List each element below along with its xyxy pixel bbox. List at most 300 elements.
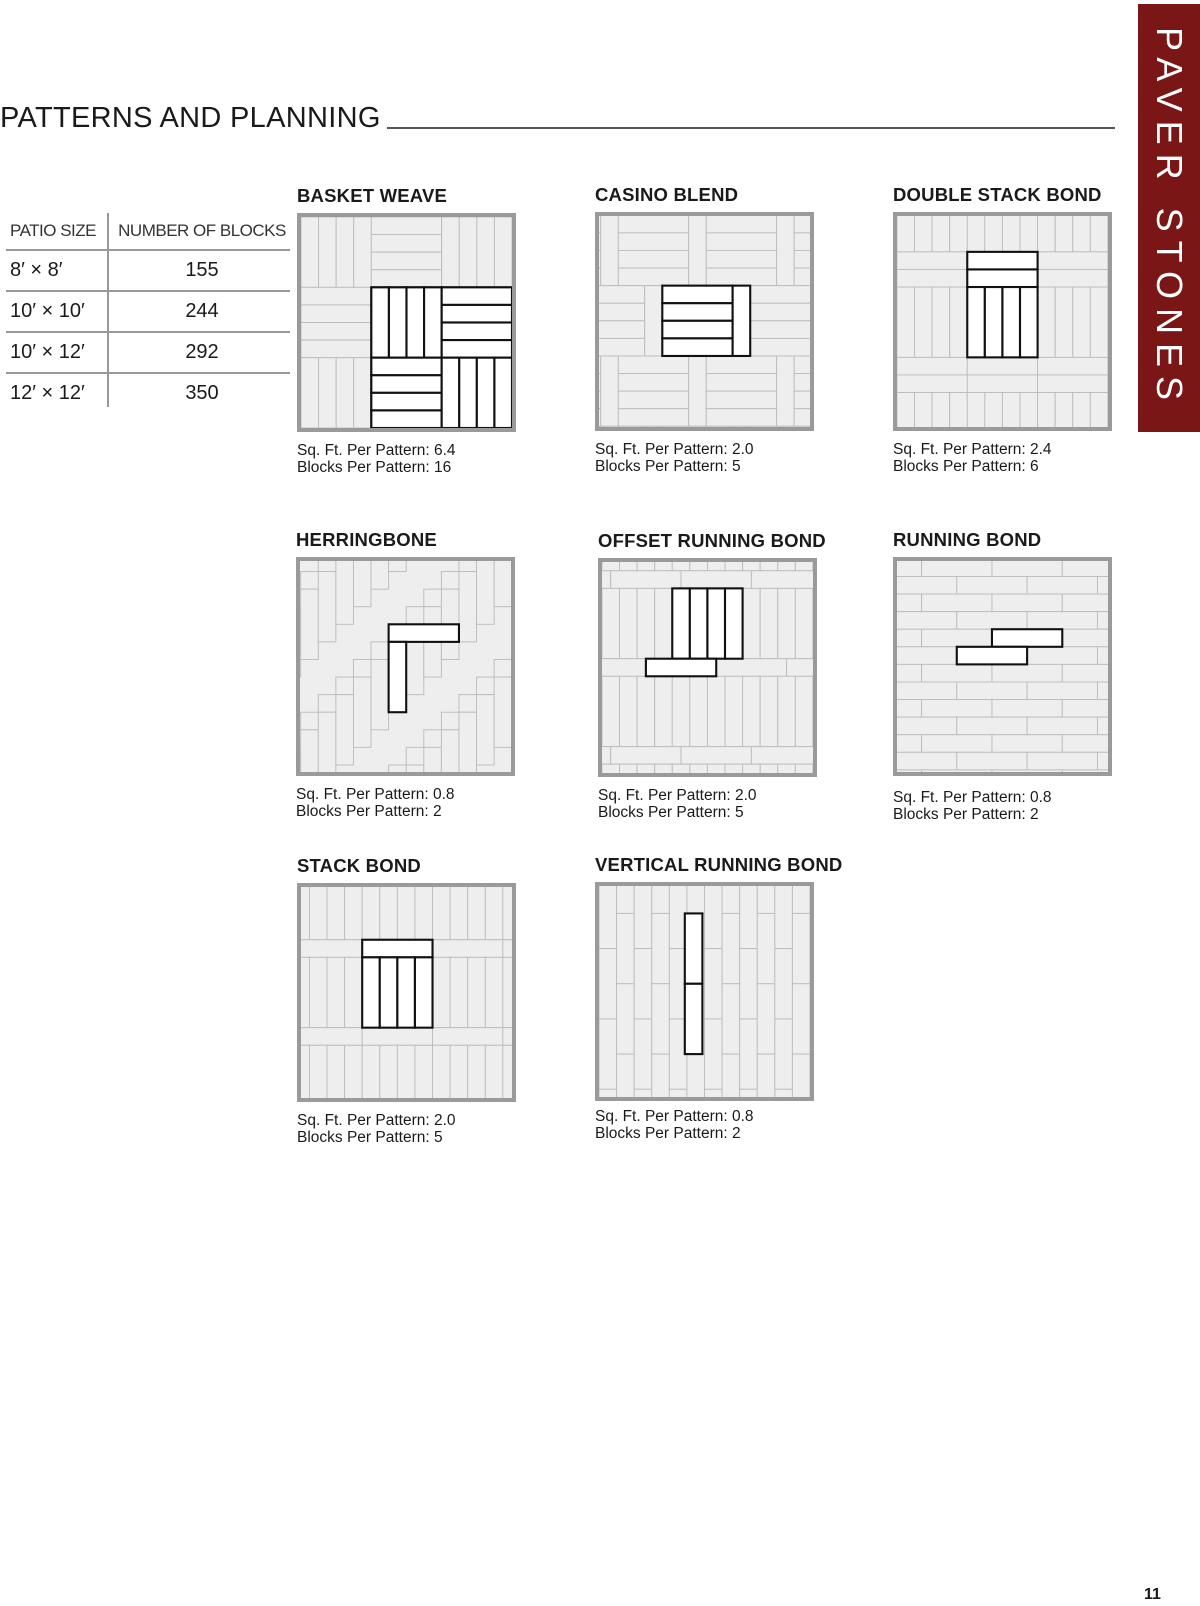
paver <box>672 562 690 571</box>
paver <box>618 268 688 286</box>
paver <box>950 287 968 357</box>
paver <box>599 949 617 1019</box>
paver <box>722 1054 740 1097</box>
paver <box>620 562 638 571</box>
paver <box>468 1045 486 1098</box>
paver <box>362 1045 380 1098</box>
pattern-diagram <box>595 882 814 1101</box>
paver <box>950 216 968 252</box>
paver <box>897 576 957 594</box>
highlighted-paver <box>442 287 512 305</box>
paver <box>897 700 922 718</box>
sqft-per-pattern: Sq. Ft. Per Pattern: 2.0 <box>595 441 754 458</box>
sqft-per-pattern: Sq. Ft. Per Pattern: 6.4 <box>297 442 456 459</box>
paver <box>652 913 670 983</box>
paver <box>637 588 655 658</box>
highlighted-paver <box>685 984 703 1054</box>
paver <box>706 409 776 427</box>
paver <box>706 374 776 392</box>
paver <box>1062 561 1108 576</box>
paver <box>751 747 813 765</box>
paver <box>301 1045 309 1098</box>
paver <box>669 1089 687 1097</box>
paver <box>371 561 389 589</box>
paver <box>371 217 441 235</box>
paver <box>301 1028 362 1046</box>
highlighted-paver <box>494 358 512 428</box>
paver <box>1073 287 1091 357</box>
paver <box>319 358 337 428</box>
paver <box>494 217 512 287</box>
highlighted-paver <box>985 287 1003 357</box>
blocks-per-pattern: Blocks Per Pattern: 5 <box>595 457 741 475</box>
highlighted-paver <box>725 588 743 658</box>
paver <box>672 764 690 773</box>
paver <box>655 764 673 773</box>
paver <box>301 287 371 305</box>
paver <box>897 561 922 576</box>
pattern-title: DOUBLE STACK BOND <box>893 184 1102 205</box>
pattern-caption <box>297 1113 456 1146</box>
paver <box>794 216 810 233</box>
highlighted-paver <box>477 358 495 428</box>
paver <box>957 717 1027 735</box>
paver <box>662 426 732 427</box>
paver <box>389 561 407 572</box>
paver <box>617 913 635 983</box>
paver <box>371 659 389 729</box>
paver <box>336 358 354 428</box>
blocks-per-pattern: Blocks Per Pattern: 5 <box>297 1128 443 1146</box>
highlighted-paver <box>690 588 708 658</box>
paver <box>599 1019 617 1089</box>
table-row <box>6 374 290 413</box>
paver <box>792 984 810 1054</box>
pattern-title: CASINO BLEND <box>595 184 739 205</box>
paver <box>1020 216 1038 252</box>
paver <box>795 764 813 773</box>
paver <box>450 957 468 1027</box>
pattern-title: STACK BOND <box>297 855 421 876</box>
paver <box>1090 287 1108 357</box>
pattern-caption <box>296 787 455 820</box>
pattern-caption <box>595 442 754 475</box>
paver <box>301 358 319 428</box>
paver <box>424 747 442 772</box>
blocks-per-pattern: Blocks Per Pattern: 16 <box>297 458 452 476</box>
paver <box>618 391 688 409</box>
highlighted-paver <box>967 269 1037 287</box>
highlighted-paver <box>389 642 407 712</box>
paver <box>795 588 813 658</box>
paver <box>1020 393 1038 427</box>
paver <box>1027 576 1097 594</box>
paver <box>897 612 957 630</box>
paver <box>932 287 950 357</box>
paver <box>740 949 758 1019</box>
paver <box>967 216 985 252</box>
paver <box>690 676 708 746</box>
paver <box>397 887 415 940</box>
paver <box>740 1089 758 1097</box>
paver <box>655 562 673 571</box>
block-count: 292 <box>185 341 219 363</box>
paver <box>992 561 1062 576</box>
running-bond-diagram <box>897 561 1108 772</box>
pattern-diagram <box>297 213 516 432</box>
paver <box>897 216 915 252</box>
paver <box>637 764 655 773</box>
paver <box>599 886 617 949</box>
paver <box>922 561 992 576</box>
highlighted-paver <box>389 624 459 642</box>
paver <box>897 682 957 700</box>
paver <box>957 682 1027 700</box>
paver <box>503 957 512 1027</box>
paver <box>897 269 967 287</box>
paver <box>760 588 778 658</box>
paver <box>477 695 495 765</box>
paver <box>957 612 1027 630</box>
paver <box>897 717 957 735</box>
pattern-diagram <box>598 558 817 777</box>
highlighted-paver <box>362 957 380 1027</box>
highlighted-paver <box>662 338 732 356</box>
casino-blend-diagram <box>599 216 810 427</box>
highlighted-paver <box>424 287 442 357</box>
title-divider <box>387 127 1115 129</box>
paver <box>757 984 775 1054</box>
paver <box>722 913 740 983</box>
paver <box>620 588 638 658</box>
paver <box>897 594 922 612</box>
paver <box>602 588 620 658</box>
paver <box>494 561 511 607</box>
paver <box>459 572 477 642</box>
paver <box>645 286 663 356</box>
paver <box>1027 717 1097 735</box>
paver <box>599 321 645 339</box>
column-header-number-of-blocks: NUMBER OF BLOCKS <box>118 221 286 240</box>
pattern-title: RUNNING BOND <box>893 529 1042 550</box>
paver <box>599 338 645 356</box>
paver <box>792 1054 810 1097</box>
paver <box>690 562 708 571</box>
highlighted-paver <box>685 913 703 983</box>
paver <box>707 764 725 773</box>
paver <box>301 305 371 323</box>
paver <box>1097 576 1108 594</box>
paver <box>599 1089 617 1097</box>
paver <box>503 887 512 940</box>
basket-weave-diagram <box>301 217 512 428</box>
paver <box>327 957 345 1027</box>
paver <box>645 426 663 427</box>
paver <box>617 1054 635 1097</box>
highlighted-paver <box>371 358 441 376</box>
paver <box>345 957 363 1027</box>
paver <box>1062 629 1108 647</box>
paver <box>794 233 810 251</box>
paver <box>706 356 776 374</box>
paver <box>992 735 1062 753</box>
paver <box>967 375 1037 393</box>
highlighted-paver <box>967 287 985 357</box>
paver <box>1097 682 1108 700</box>
paver <box>750 426 810 427</box>
paver <box>652 1054 670 1097</box>
paver <box>725 764 743 773</box>
paver <box>751 571 813 589</box>
patio-size: 8′ × 8′ <box>10 259 63 281</box>
paver <box>602 747 611 765</box>
blocks-per-pattern: Blocks Per Pattern: 2 <box>893 805 1039 823</box>
paver <box>618 356 688 374</box>
sqft-per-pattern: Sq. Ft. Per Pattern: 0.8 <box>595 1108 754 1125</box>
paver <box>433 957 451 1027</box>
paver <box>362 887 380 940</box>
paver <box>932 393 950 427</box>
block-count: 155 <box>185 259 219 281</box>
block-count: 350 <box>185 382 219 404</box>
paver <box>897 393 915 427</box>
paver <box>442 217 460 287</box>
paver <box>494 659 511 677</box>
paver <box>503 1028 512 1046</box>
highlighted-paver <box>672 588 690 658</box>
highlighted-paver <box>733 286 751 356</box>
patio-size-table <box>6 213 290 413</box>
vertical-running-bond-diagram <box>599 886 810 1097</box>
double-stack-bond-diagram <box>897 216 1108 427</box>
highlighted-paver <box>397 957 415 1027</box>
paver <box>1073 393 1091 427</box>
paver <box>760 676 778 746</box>
highlighted-paver <box>442 358 460 428</box>
paver <box>740 1019 758 1089</box>
paver <box>301 340 371 358</box>
paver <box>620 764 638 773</box>
paver <box>301 217 319 287</box>
paver <box>433 940 503 958</box>
paver <box>725 676 743 746</box>
sqft-per-pattern: Sq. Ft. Per Pattern: 2.0 <box>297 1112 456 1129</box>
paver <box>485 1045 503 1098</box>
paver <box>743 764 761 773</box>
patio-size: 12′ × 12′ <box>10 382 85 404</box>
paver <box>652 984 670 1054</box>
paver <box>601 356 619 426</box>
paver <box>1097 647 1108 665</box>
paver <box>757 886 775 913</box>
paver <box>1027 612 1097 630</box>
paver <box>1002 216 1020 252</box>
paver <box>725 562 743 571</box>
paver <box>1002 393 1020 427</box>
paver <box>599 426 645 427</box>
paver <box>778 562 796 571</box>
paver <box>1027 752 1097 770</box>
paver <box>897 252 967 270</box>
paver <box>992 664 1062 682</box>
paver <box>602 562 620 571</box>
paver <box>441 730 459 772</box>
paver <box>301 730 319 772</box>
paver <box>602 764 620 773</box>
paver <box>787 659 813 677</box>
paver <box>777 216 795 286</box>
paver <box>599 286 645 304</box>
paver <box>397 1045 415 1098</box>
paver <box>450 1045 468 1098</box>
paver <box>897 287 915 357</box>
highlighted-paver <box>389 287 407 357</box>
paver <box>706 391 776 409</box>
highlighted-paver <box>707 588 725 658</box>
paver <box>371 252 441 270</box>
paver <box>795 562 813 571</box>
paver <box>617 984 635 1054</box>
highlighted-paver <box>1002 287 1020 357</box>
paver <box>922 594 992 612</box>
pattern-diagram <box>296 557 515 776</box>
blocks-per-pattern: Blocks Per Pattern: 2 <box>595 1124 741 1142</box>
paver <box>722 886 740 913</box>
paver <box>637 562 655 571</box>
paver <box>433 1028 503 1046</box>
paver <box>503 940 512 958</box>
paver <box>618 216 688 233</box>
paver <box>327 887 345 940</box>
paver <box>309 887 327 940</box>
highlighted-paver <box>371 375 441 393</box>
pattern-caption <box>595 1109 754 1142</box>
pattern-diagram <box>297 883 516 1102</box>
paver <box>897 357 967 375</box>
paver <box>794 268 810 286</box>
table-row <box>6 251 290 292</box>
paver <box>494 677 511 747</box>
paver <box>792 886 810 913</box>
paver <box>301 940 362 958</box>
paver <box>620 676 638 746</box>
paver <box>689 216 707 286</box>
paver <box>743 588 761 658</box>
paver <box>380 887 398 940</box>
paver <box>380 1045 398 1098</box>
paver <box>957 752 1027 770</box>
paver <box>468 887 486 940</box>
blocks-per-pattern: Blocks Per Pattern: 5 <box>598 803 744 821</box>
paver <box>599 303 645 321</box>
page-number: 11 <box>1144 1586 1161 1603</box>
paver <box>433 1045 451 1098</box>
highlighted-paver <box>415 957 433 1027</box>
paver <box>468 957 486 1027</box>
paver <box>922 664 992 682</box>
paver <box>681 571 751 589</box>
paver <box>618 374 688 392</box>
paver <box>618 233 688 251</box>
paver <box>922 629 992 647</box>
page-title: PATTERNS AND PLANNING <box>0 102 381 134</box>
section-tab <box>1138 4 1200 432</box>
paver <box>1062 594 1108 612</box>
paver <box>777 356 795 426</box>
paver <box>602 676 620 746</box>
paver <box>485 887 503 940</box>
paver <box>371 235 441 253</box>
paver <box>716 659 786 677</box>
paver <box>743 676 761 746</box>
pattern-caption <box>297 443 456 476</box>
table-row <box>6 333 290 374</box>
paver <box>477 561 495 624</box>
paver <box>602 659 646 677</box>
paver <box>687 886 705 913</box>
paver <box>1038 216 1056 252</box>
paver <box>503 1045 512 1098</box>
paver <box>634 949 652 1019</box>
paver <box>353 561 371 607</box>
highlighted-paver <box>380 957 398 1027</box>
paver <box>634 1089 652 1097</box>
section-tab-label: PAVER STONES <box>1149 26 1190 410</box>
paver <box>617 886 635 913</box>
paver <box>319 217 337 287</box>
paver <box>336 561 354 624</box>
paver <box>794 391 810 409</box>
paver <box>634 886 652 949</box>
paver <box>750 321 810 339</box>
paver <box>740 886 758 949</box>
paver <box>778 676 796 746</box>
paver <box>1062 735 1108 753</box>
paver <box>345 1045 363 1098</box>
table-header <box>6 213 290 251</box>
paver <box>1090 216 1108 252</box>
paver <box>309 1045 327 1098</box>
paver <box>1055 393 1073 427</box>
highlighted-paver <box>1020 287 1038 357</box>
paver <box>687 1054 705 1097</box>
paver <box>992 770 1062 772</box>
paver <box>705 886 723 949</box>
pattern-caption <box>893 442 1052 475</box>
highlighted-paver <box>371 287 389 357</box>
highlighted-paver <box>646 659 716 677</box>
paver <box>345 887 363 940</box>
paver <box>775 886 793 949</box>
paver <box>1073 216 1091 252</box>
pattern-title: HERRINGBONE <box>296 529 437 550</box>
paver <box>705 1019 723 1089</box>
highlighted-paver <box>957 647 1027 665</box>
pattern-title: OFFSET RUNNING BOND <box>598 530 826 551</box>
paver <box>477 217 495 287</box>
pattern-diagram <box>893 557 1112 776</box>
paver <box>1027 682 1097 700</box>
paver <box>354 358 372 428</box>
pattern-diagram <box>893 212 1112 431</box>
paver <box>1097 612 1108 630</box>
paver <box>897 664 922 682</box>
paver <box>922 700 992 718</box>
paver <box>1062 770 1108 772</box>
paver <box>634 1019 652 1089</box>
highlighted-paver <box>407 287 425 357</box>
highlighted-paver <box>662 321 732 339</box>
